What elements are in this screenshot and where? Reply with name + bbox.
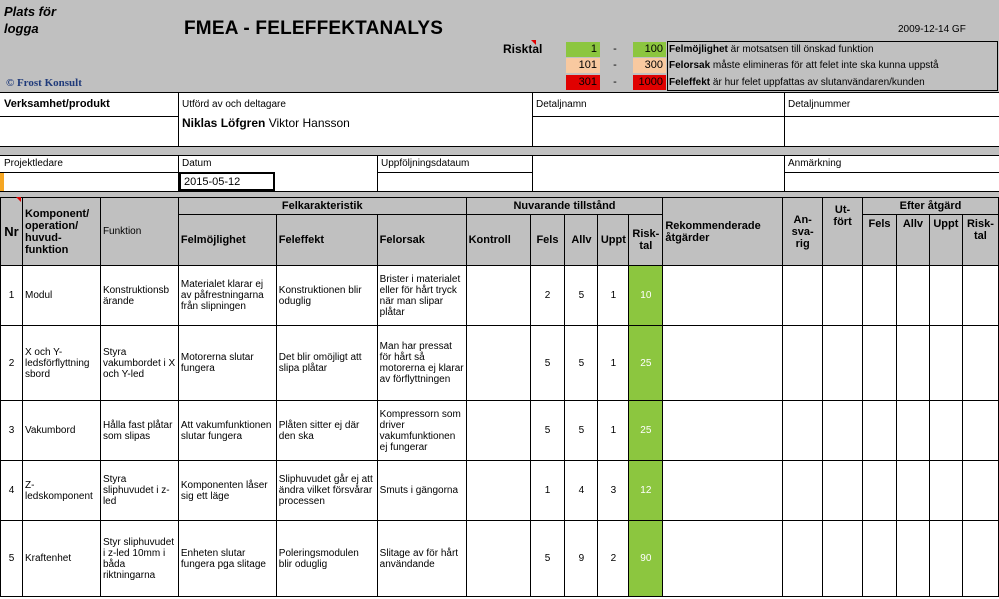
grid-line: [0, 172, 178, 173]
utford-label: Utförd av och deltagare: [182, 99, 286, 110]
cell-nr[interactable]: 4: [1, 461, 23, 521]
cell-feleffekt[interactable]: Plåten sitter ej där den ska: [276, 401, 377, 461]
cell-allv[interactable]: 5: [565, 326, 598, 401]
grid-line: [532, 155, 533, 191]
cell-utfort[interactable]: [823, 401, 863, 461]
cell-funktion[interactable]: Styra sliphuvudet i z-led: [100, 461, 178, 521]
grid-line: [178, 92, 179, 146]
cell-rekommenderade[interactable]: [663, 461, 783, 521]
cell-nr[interactable]: 1: [1, 266, 23, 326]
cell-nr[interactable]: 5: [1, 521, 23, 597]
header-nuvarande: Nuvarande tillstånd: [466, 198, 663, 215]
cell-allv-after[interactable]: [896, 401, 929, 461]
cell-allv-after[interactable]: [896, 461, 929, 521]
risktal-label: Risktal: [503, 42, 543, 56]
header-fels-after: Fels: [863, 215, 897, 266]
cell-utfort[interactable]: [823, 326, 863, 401]
anmarkning-label: Anmärkning: [788, 158, 842, 169]
header-felorsak: Felorsak: [377, 215, 466, 266]
cell-risktal[interactable]: 90: [629, 521, 663, 597]
grid-line: [785, 116, 999, 117]
range-from-2: 101: [566, 58, 600, 73]
header-ansvarig: An- sva- rig: [783, 198, 823, 266]
range-to-3: 1000: [633, 75, 666, 90]
cell-feleffekt[interactable]: Sliphuvudet går ej att ändra vilket försvårar processen: [276, 461, 377, 521]
header-nr: Nr: [1, 198, 23, 266]
legend-row-2: [669, 58, 939, 73]
verksamhet-label: Verksamhet/produkt: [4, 98, 110, 110]
header-uppt: Uppt: [598, 215, 629, 266]
cell-risktal-after[interactable]: [962, 401, 998, 461]
grid-line: [0, 116, 178, 117]
cell-felmojlighet[interactable]: Materialet klarar ej av påfrestningarna från slipningen: [178, 266, 276, 326]
grid-line: [377, 155, 378, 191]
header-felmojlighet: Felmöjlighet: [178, 215, 276, 266]
header-rekommenderade: Rekommenderade åtgärder: [663, 198, 783, 266]
cell-rekommenderade[interactable]: [663, 401, 783, 461]
cell-utfort[interactable]: [823, 521, 863, 597]
cell-utfort[interactable]: [823, 266, 863, 326]
grid-line: [378, 172, 532, 173]
cell-komponent[interactable]: Z-ledskomponent: [22, 461, 100, 521]
header-allv: Allv: [565, 215, 598, 266]
cell-komponent[interactable]: X och Y-ledsförflyttning sbord: [22, 326, 100, 401]
cell-kontroll[interactable]: [466, 521, 530, 597]
legend-row-1: [669, 42, 874, 57]
cell-allv-after[interactable]: [896, 326, 929, 401]
cell-allv[interactable]: 5: [565, 266, 598, 326]
cell-rekommenderade[interactable]: [663, 266, 783, 326]
cell-feleffekt[interactable]: Det blir omöjligt att slipa plåtar: [276, 326, 377, 401]
cell-risktal[interactable]: 25: [629, 326, 663, 401]
cell-feleffekt[interactable]: Poleringsmodulen blir oduglig: [276, 521, 377, 597]
cell-uppt[interactable]: 1: [598, 401, 629, 461]
grid-line: [0, 155, 999, 156]
cell-uppt[interactable]: 1: [598, 266, 629, 326]
cell-felorsak[interactable]: Man har pressat för hårt så motorerna ej klarar av förflyttningen: [377, 326, 466, 401]
cell-risktal-after[interactable]: [962, 461, 998, 521]
cell-allv-after[interactable]: [896, 266, 929, 326]
header-utfort: Ut- fört: [823, 198, 863, 266]
header-uppt-after: Uppt: [929, 215, 962, 266]
cell-uppt-after[interactable]: [929, 461, 962, 521]
cell-ansvarig[interactable]: [783, 401, 823, 461]
cell-kontroll[interactable]: [466, 326, 530, 401]
range-from-1: 1: [566, 42, 600, 57]
cell-allv[interactable]: 4: [565, 461, 598, 521]
cell-komponent[interactable]: Vakumbord: [22, 401, 100, 461]
participant-others: Viktor Hansson: [265, 116, 350, 130]
cell-risktal[interactable]: 12: [629, 461, 663, 521]
cell-fels-after[interactable]: [863, 401, 897, 461]
comment-marker-icon: [531, 40, 536, 45]
copyright-text: © Frost Konsult: [6, 77, 82, 89]
range-dash-2: -: [613, 59, 617, 71]
logo-placeholder: [4, 3, 56, 37]
cell-funktion[interactable]: Styr sliphuvudet i z-led 10mm i båda riktningarna: [100, 521, 178, 597]
cell-felmojlighet[interactable]: Att vakumfunktionen slutar fungera: [178, 401, 276, 461]
cell-rekommenderade[interactable]: [663, 521, 783, 597]
cell-funktion[interactable]: Konstruktionsb ärande: [100, 266, 178, 326]
cell-uppt[interactable]: 2: [598, 521, 629, 597]
cell-felmojlighet[interactable]: Motorerna slutar fungera: [178, 326, 276, 401]
legend-desc-1: är motsatsen till önskad funktion: [727, 44, 874, 55]
cell-utfort[interactable]: [823, 461, 863, 521]
cell-fels[interactable]: 1: [530, 461, 565, 521]
cell-fels[interactable]: 5: [530, 326, 565, 401]
cell-komponent[interactable]: Kraftenhet: [22, 521, 100, 597]
header-allv-after: Allv: [896, 215, 929, 266]
cell-uppt-after[interactable]: [929, 401, 962, 461]
cell-felmojlighet[interactable]: Komponenten låser sig ett läge: [178, 461, 276, 521]
cell-risktal-after[interactable]: [962, 521, 998, 597]
range-dash-1: -: [613, 43, 617, 55]
table-row: [1, 326, 999, 401]
grid-line: [532, 92, 533, 146]
projektledare-label: Projektledare: [4, 158, 63, 169]
cell-ansvarig[interactable]: [783, 521, 823, 597]
comment-marker-icon: [16, 197, 21, 202]
cell-risktal[interactable]: 25: [629, 401, 663, 461]
page-title: FMEA - FELEFFEKTANALYS: [184, 18, 444, 39]
cell-felorsak[interactable]: Smuts i gängorna: [377, 461, 466, 521]
cell-uppt[interactable]: 1: [598, 326, 629, 401]
cell-rekommenderade[interactable]: [663, 326, 783, 401]
header-risktal-after: Risk- tal: [962, 215, 998, 266]
selected-cell-indicator: [0, 173, 4, 191]
cell-uppt-after[interactable]: [929, 326, 962, 401]
header-kontroll: Kontroll: [466, 215, 530, 266]
header-risktal: Risk- tal: [629, 215, 663, 266]
cell-kontroll[interactable]: [466, 266, 530, 326]
cell-nr[interactable]: 2: [1, 326, 23, 401]
range-dash-3: -: [613, 76, 617, 88]
legend-term-3: Feleffekt: [669, 77, 711, 88]
grid-line: [0, 92, 999, 93]
table-row: [1, 521, 999, 597]
cell-uppt-after[interactable]: [929, 521, 962, 597]
legend-term-1: Felmöjlighet: [669, 44, 728, 55]
uppfoljning-label: Uppföljningsdataum: [381, 158, 470, 169]
cell-ansvarig[interactable]: [783, 326, 823, 401]
legend-term-2: Felorsak: [669, 60, 711, 71]
header-komponent: Komponent/ operation/ huvud- funktion: [22, 198, 100, 266]
cell-funktion[interactable]: Hålla fast plåtar som slipas: [100, 401, 178, 461]
cell-uppt-after[interactable]: [929, 266, 962, 326]
cell-fels-after[interactable]: [863, 461, 897, 521]
cell-risktal[interactable]: 10: [629, 266, 663, 326]
range-to-2: 300: [633, 58, 666, 73]
cell-felorsak[interactable]: Brister i materialet eller för hårt tryck när man slipar plåtar: [377, 266, 466, 326]
range-from-3: 301: [566, 75, 600, 90]
utford-field[interactable]: [182, 116, 350, 130]
cell-risktal-after[interactable]: [962, 326, 998, 401]
grid-line: [785, 172, 999, 173]
logo-line2: logga: [4, 21, 39, 36]
detaljnummer-label: Detaljnummer: [788, 99, 851, 110]
spacer-band: [0, 147, 999, 155]
header-fels: Fels: [530, 215, 565, 266]
table-row: [1, 401, 999, 461]
datum-field[interactable]: 2015-05-12: [179, 172, 275, 191]
legend-desc-3: är hur felet uppfattas av slutanvändaren/kunden: [710, 77, 925, 88]
cell-fels-after[interactable]: [863, 266, 897, 326]
cell-funktion[interactable]: Styra vakumbordet i X och Y-led: [100, 326, 178, 401]
header-feleffekt: Feleffekt: [276, 215, 377, 266]
cell-fels[interactable]: 2: [530, 266, 565, 326]
cell-komponent[interactable]: Modul: [22, 266, 100, 326]
cell-ansvarig[interactable]: [783, 266, 823, 326]
grid-line: [784, 155, 785, 191]
cell-kontroll[interactable]: [466, 401, 530, 461]
cell-kontroll[interactable]: [466, 461, 530, 521]
participant-main: Niklas Löfgren: [182, 116, 266, 130]
logo-line1: Plats för: [4, 4, 57, 19]
cell-felmojlighet[interactable]: Enheten slutar fungera pga slitage: [178, 521, 276, 597]
detaljnamn-label: Detaljnamn: [536, 99, 587, 110]
header-funktion: Funktion: [100, 198, 178, 266]
cell-fels-after[interactable]: [863, 521, 897, 597]
legend-row-3: [669, 75, 925, 90]
cell-fels-after[interactable]: [863, 326, 897, 401]
header-felkarakteristik: Felkarakteristik: [178, 198, 466, 215]
cell-risktal-after[interactable]: [962, 266, 998, 326]
cell-nr[interactable]: 3: [1, 401, 23, 461]
datum-label: Datum: [182, 158, 212, 169]
fmea-table: [0, 197, 999, 597]
cell-felorsak[interactable]: Slitage av för hårt användande: [377, 521, 466, 597]
table-row: [1, 266, 999, 326]
cell-uppt[interactable]: 3: [598, 461, 629, 521]
document-date: 2009-12-14 GF: [898, 24, 966, 35]
legend-desc-2: måste elimineras för att felet inte ska kunna uppstå: [710, 60, 939, 71]
cell-feleffekt[interactable]: Konstruktionen blir oduglig: [276, 266, 377, 326]
cell-ansvarig[interactable]: [783, 461, 823, 521]
table-row: [1, 461, 999, 521]
grid-line: [533, 116, 784, 117]
grid-line: [784, 92, 785, 146]
cell-fels[interactable]: 5: [530, 401, 565, 461]
cell-allv[interactable]: 9: [565, 521, 598, 597]
cell-allv-after[interactable]: [896, 521, 929, 597]
range-to-1: 100: [633, 42, 666, 57]
header-efter: Efter åtgärd: [863, 198, 999, 215]
cell-allv[interactable]: 5: [565, 401, 598, 461]
cell-fels[interactable]: 5: [530, 521, 565, 597]
cell-felorsak[interactable]: Kompressorn som driver vakumfunktionen ej fungerar: [377, 401, 466, 461]
